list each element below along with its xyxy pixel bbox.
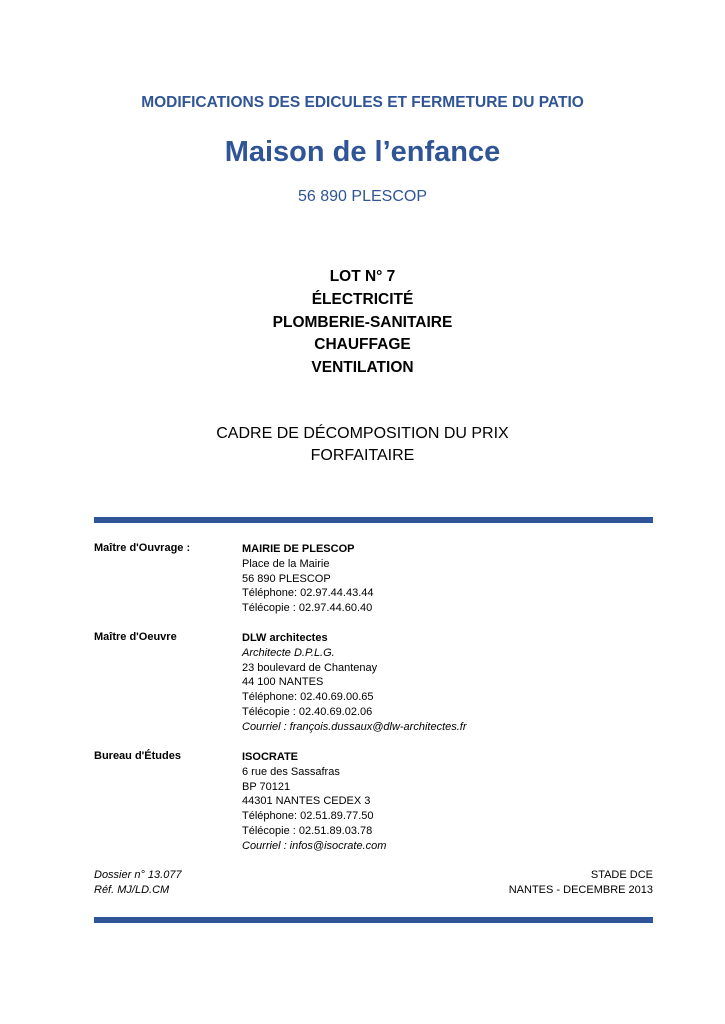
lot-line-chauffage: CHAUFFAGE [314,336,411,353]
lot-number: LOT N° 7 [329,268,396,285]
maitre-oeuvre-title: Architecte D.P.L.G. [242,646,335,659]
maitre-oeuvre-block [242,631,467,735]
maitre-ouvrage-fax: Télécopie : 02.97.44.60.40 [242,602,373,615]
maitre-ouvrage-name: MAIRIE DE PLESCOP [242,543,355,555]
maitre-ouvrage-phone: Téléphone: 02.97.44.43.44 [242,587,374,600]
bureau-etudes-block [242,750,386,854]
maitre-oeuvre-label: Maître d'Oeuvre [94,631,177,643]
maitre-oeuvre-address2: 44 100 NANTES [242,676,324,689]
bureau-etudes-address1: 6 rue des Sassafras [242,765,340,778]
bureau-etudes-label: Bureau d'Études [94,750,181,762]
bureau-etudes-phone: Téléphone: 02.51.89.77.50 [242,810,374,823]
project-city: 56 890 PLESCOP [298,188,427,205]
location-date: NANTES - DECEMBRE 2013 [508,884,653,896]
lot-line-ventilation: VENTILATION [311,359,414,376]
dossier-number: Dossier n° 13.077 [94,869,182,881]
reference: Réf. MJ/LD.CM [94,884,170,896]
maitre-ouvrage-address2: 56 890 PLESCOP [242,572,331,585]
bureau-etudes-address2: BP 70121 [242,780,291,793]
maitre-oeuvre-fax: Télécopie : 02.40.69.02.06 [242,705,373,718]
lot-line-plomberie: PLOMBERIE-SANITAIRE [272,314,453,331]
maitre-oeuvre-phone: Téléphone: 02.40.69.00.65 [242,691,374,704]
page-title: Maison de l’enfance [224,136,501,168]
bureau-etudes-fax: Télécopie : 02.51.89.03.78 [242,824,373,837]
project-subtitle: MODIFICATIONS DES EDICULES ET FERMETURE DU PATIO [141,94,584,111]
bottom-divider [94,917,653,923]
cadre-line-2: FORFAITAIRE [310,447,415,464]
lot-line-electricite: ÉLECTRICITÉ [311,291,414,308]
stade: STADE DCE [590,869,653,881]
maitre-ouvrage-address1: Place de la Mairie [242,557,330,570]
maitre-ouvrage-label: Maître d'Ouvrage : [94,542,191,554]
top-divider [94,517,653,523]
maitre-ouvrage-block [242,542,374,616]
maitre-oeuvre-email: Courriel : françois.dussaux@dlw-architectes.fr [242,720,467,733]
maitre-oeuvre-address1: 23 boulevard de Chantenay [242,661,378,674]
cadre-line-1: CADRE DE DÉCOMPOSITION DU PRIX [216,425,509,442]
bureau-etudes-email: Courriel : infos@isocrate.com [242,839,387,852]
bureau-etudes-name: ISOCRATE [242,751,299,763]
bureau-etudes-address3: 44301 NANTES CEDEX 3 [242,795,371,808]
maitre-oeuvre-name: DLW architectes [242,632,328,644]
